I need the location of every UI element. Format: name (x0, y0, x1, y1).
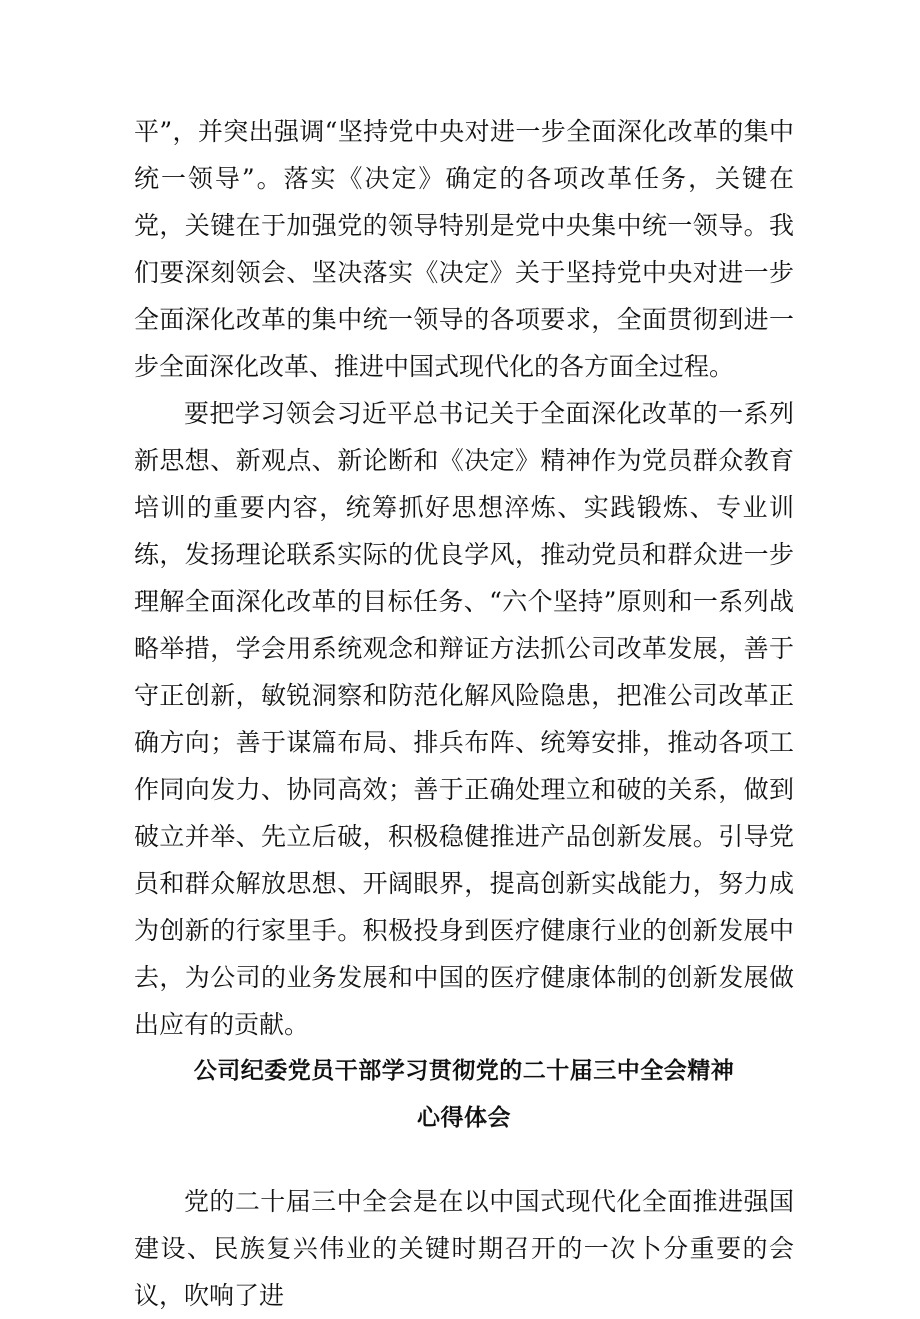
section-heading (134, 1048, 794, 1142)
section-heading-line-2: 心得体会 (417, 1105, 511, 1131)
body-paragraph-1: 平”，并突出强调“坚持党中央对进一步全面深化改革的集中统一领导”。落实《决定》确定的各项改革任务，关键在党，关键在于加强党的领导特别是党中央集中统一领导。我们要深刻领会、坚决落实《决定》关于坚持党中央对进一步全面深化改革的集中统一领导的各项要求，全面贯彻到进一步全面深化改革、推进中国式现代化的各方面全过程。 (134, 117, 794, 381)
section-heading-line-1: 公司纪委党员干部学习贯彻党的二十届三中全会精神 (193, 1058, 735, 1084)
body-paragraph-2: 要把学习领会习近平总书记关于全面深化改革的一系列新思想、新观点、新论断和《决定》精神作为党员群众教育培训的重要内容，统筹抓好思想淬炼、实践锻炼、专业训练，发扬理论联系实际的优良学风，推动党员和群众进一步理解全面深化改革的目标任务、“六个坚持”原则和一系列战略举措，学会用系统观念和辩证方法抓公司改革发展，善于守正创新，敏锐洞察和防范化解风险隐患，把准公司改革正确方向；善于谋篇布局、排兵布阵、统筹安排，推动各项工作同向发力、协同高效；善于正确处理立和破的关系，做到破立并举、先立后破，积极稳健推进产品创新发展。引导党员和群众解放思想、开阔眼界，提高创新实战能力，努力成为创新的行家里手。积极投身到医疗健康行业的创新发展中去，为公司的业务发展和中国的医疗健康体制的创新发展做出应有的贡献。 (134, 399, 794, 1039)
document-body (134, 108, 794, 1319)
body-paragraph-3: 党的二十届三中全会是在以中国式现代化全面推进强国建设、民族复兴伟业的关键时期召开的一次卜分重要的会议，吹响了进 (134, 1187, 794, 1310)
